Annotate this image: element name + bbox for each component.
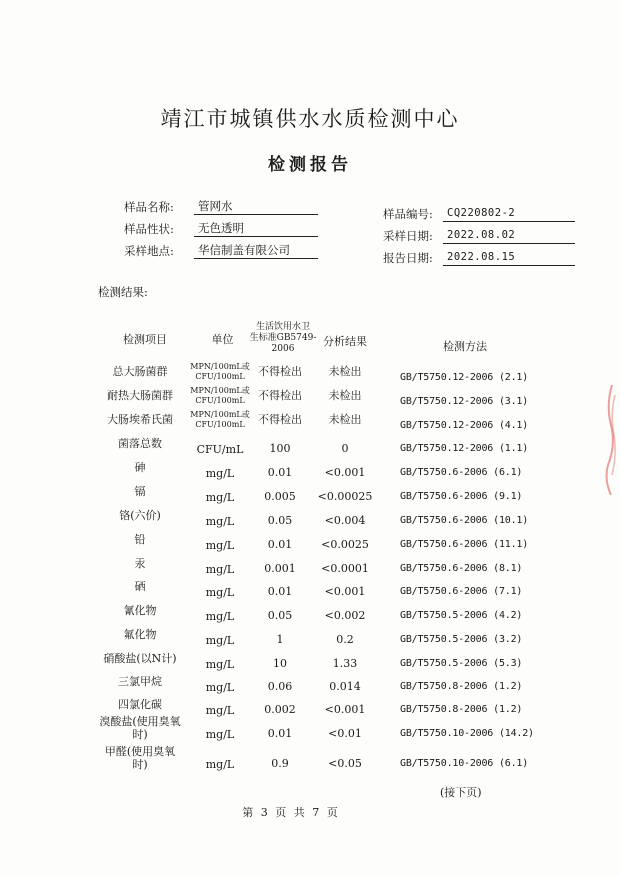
row-unit: mg/L: [205, 658, 235, 671]
row-standard: 0.002: [264, 703, 296, 716]
row-item: 三氯甲烷: [118, 675, 162, 688]
row-unit: mg/L: [205, 539, 235, 552]
continued-note: (接下页): [440, 786, 482, 799]
row-method: GB/T5750.5-2006 (4.2): [400, 610, 523, 621]
row-standard: 10: [273, 657, 287, 670]
row-unit: mg/L: [205, 704, 235, 717]
row-method: GB/T5750.12-2006 (4.1): [400, 420, 529, 431]
row-item: 铅: [134, 533, 146, 546]
row-result: <0.001: [324, 466, 366, 479]
row-result: 未检出: [328, 413, 362, 426]
row-standard: 0.05: [267, 514, 293, 527]
sampling-date-label: 采样日期:: [383, 229, 433, 243]
row-item: 氰化物: [123, 604, 157, 617]
row-result: 0.2: [336, 633, 354, 646]
row-unit: mg/L: [205, 634, 235, 647]
row-result: <0.001: [324, 703, 366, 716]
row-item: 硝酸盐(以N计): [103, 652, 177, 665]
row-unit: MPN/100mL或 CFU/100mL: [190, 362, 250, 381]
row-item: 氟化物: [123, 628, 157, 641]
row-method: GB/T5750.10-2006 (6.1): [400, 758, 529, 769]
row-item: 溴酸盐(使用臭氧 时): [99, 715, 181, 741]
sampling-date-value: 2022.08.02: [443, 227, 575, 244]
row-unit: mg/L: [205, 467, 235, 480]
row-method: GB/T5750.6-2006 (9.1): [400, 491, 523, 502]
row-method: GB/T5750.12-2006 (1.1): [400, 443, 529, 454]
row-unit: MPN/100mL或 CFU/100mL: [190, 386, 250, 405]
row-method: GB/T5750.8-2006 (1.2): [400, 704, 523, 715]
row-result: <0.05: [328, 757, 362, 770]
row-method: GB/T5750.12-2006 (2.1): [400, 372, 529, 383]
row-result: 未检出: [328, 389, 362, 402]
row-method: GB/T5750.6-2006 (11.1): [400, 539, 529, 550]
sample-nature-label: 样品性状:: [124, 222, 174, 236]
row-item: 四氯化碳: [118, 698, 162, 711]
row-result: <0.0001: [321, 562, 369, 575]
row-item: 甲醛(使用臭氧 时): [104, 745, 176, 771]
row-method: GB/T5750.12-2006 (3.1): [400, 396, 529, 407]
row-standard: 0.05: [267, 609, 293, 622]
row-item: 大肠埃希氏菌: [107, 413, 173, 426]
row-unit: mg/L: [205, 758, 235, 771]
row-standard: 0.01: [267, 538, 293, 551]
row-method: GB/T5750.10-2006 (14.2): [400, 728, 534, 739]
row-result: 未检出: [328, 365, 362, 378]
row-unit: mg/L: [205, 586, 235, 599]
row-item: 汞: [134, 557, 146, 570]
sample-nature-value: 无色透明: [194, 220, 318, 237]
row-result: <0.01: [328, 727, 362, 740]
sample-id-label: 样品编号:: [383, 207, 433, 221]
sample-name-value: 管网水: [194, 198, 318, 215]
row-result: <0.004: [324, 514, 366, 527]
row-standard: 0.01: [267, 585, 293, 598]
header-method: 检测方法: [443, 340, 487, 353]
row-standard: 1: [276, 633, 284, 646]
report-title: 检测报告: [268, 155, 352, 175]
organization-name: 靖江市城镇供水水质检测中心: [160, 107, 460, 131]
sample-name-label: 样品名称:: [124, 200, 174, 214]
header-standard: 生活饮用水卫 生标准GB5749- 2006: [249, 322, 317, 354]
row-standard: 0.01: [267, 727, 293, 740]
row-standard: 0.005: [264, 490, 296, 503]
row-result: <0.001: [324, 585, 366, 598]
row-item: 铬(六价): [119, 509, 161, 522]
row-standard: 0.9: [271, 757, 289, 770]
report-date-value: 2022.08.15: [443, 249, 575, 266]
row-method: GB/T5750.5-2006 (3.2): [400, 634, 523, 645]
row-item: 总大肠菌群: [112, 365, 168, 378]
row-standard: 不得检出: [258, 365, 302, 378]
row-standard: 0.01: [267, 466, 293, 479]
row-method: GB/T5750.6-2006 (7.1): [400, 586, 523, 597]
sampling-site-value: 华信制盖有限公司: [194, 242, 318, 259]
row-standard: 不得检出: [258, 413, 302, 426]
header-unit: 单位: [211, 333, 234, 346]
row-standard: 0.001: [264, 562, 296, 575]
report-date-label: 报告日期:: [383, 251, 433, 265]
stamp-mark: [602, 385, 618, 495]
row-unit: mg/L: [205, 728, 235, 741]
row-result: <0.002: [324, 609, 366, 622]
row-unit: mg/L: [205, 681, 235, 694]
row-result: <0.00025: [317, 490, 373, 503]
row-method: GB/T5750.6-2006 (6.1): [400, 467, 523, 478]
header-item: 检测项目: [123, 333, 167, 346]
row-result: 1.33: [332, 657, 358, 670]
sampling-site-label: 采样地点:: [124, 244, 174, 258]
row-method: GB/T5750.8-2006 (1.2): [400, 681, 523, 692]
row-standard: 不得检出: [258, 389, 302, 402]
sample-id-value: CQ220802-2: [443, 205, 575, 222]
row-result: 0: [341, 442, 349, 455]
row-unit: mg/L: [205, 515, 235, 528]
row-item: 砷: [134, 461, 146, 474]
row-method: GB/T5750.6-2006 (8.1): [400, 563, 523, 574]
row-unit: mg/L: [205, 491, 235, 504]
row-item: 耐热大肠菌群: [107, 389, 173, 402]
row-standard: 0.06: [267, 680, 293, 693]
row-unit: MPN/100mL或 CFU/100mL: [190, 410, 250, 429]
row-unit: CFU/mL: [196, 443, 244, 456]
row-item: 菌落总数: [118, 437, 162, 450]
page-number: 第 3 页 共 7 页: [242, 806, 338, 819]
row-unit: mg/L: [205, 610, 235, 623]
row-result: <0.0025: [321, 538, 369, 551]
header-result: 分析结果: [323, 335, 367, 348]
row-item: 镉: [134, 485, 146, 498]
row-item: 硒: [134, 580, 146, 593]
row-method: GB/T5750.5-2006 (5.3): [400, 658, 523, 669]
row-method: GB/T5750.6-2006 (10.1): [400, 515, 529, 526]
row-result: 0.014: [329, 680, 361, 693]
row-unit: mg/L: [205, 563, 235, 576]
row-standard: 100: [269, 442, 291, 455]
results-label: 检测结果:: [98, 285, 148, 299]
